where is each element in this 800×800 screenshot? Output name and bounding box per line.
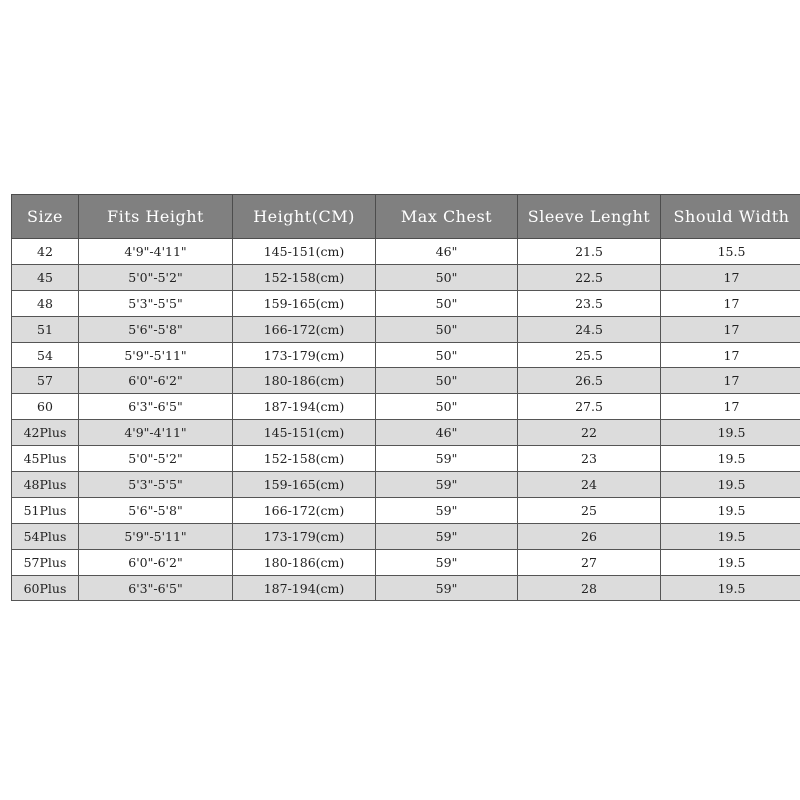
cell-shoulder-width: 17 — [661, 394, 800, 420]
cell-fits-height: 5'0"-5'2" — [79, 446, 233, 472]
cell-shoulder-width: 19.5 — [661, 523, 800, 549]
cell-max-chest: 50" — [376, 264, 518, 290]
table-row — [12, 290, 800, 316]
cell-max-chest: 50" — [376, 290, 518, 316]
table-row — [12, 368, 800, 394]
cell-shoulder-width: 15.5 — [661, 239, 800, 265]
header-shoulder-width: Should Width — [661, 195, 800, 239]
cell-max-chest: 50" — [376, 368, 518, 394]
cell-height-cm: 152-158(cm) — [233, 264, 376, 290]
cell-max-chest: 59" — [376, 446, 518, 472]
cell-size: 60 — [12, 394, 79, 420]
cell-height-cm: 173-179(cm) — [233, 523, 376, 549]
cell-size: 48Plus — [12, 472, 79, 498]
cell-size: 42 — [12, 239, 79, 265]
table-row — [12, 420, 800, 446]
cell-fits-height: 6'3"-6'5" — [79, 394, 233, 420]
cell-size: 54 — [12, 342, 79, 368]
table-row — [12, 394, 800, 420]
cell-shoulder-width: 17 — [661, 342, 800, 368]
cell-fits-height: 5'3"-5'5" — [79, 472, 233, 498]
cell-sleeve-length: 24.5 — [518, 316, 661, 342]
cell-sleeve-length: 27 — [518, 549, 661, 575]
cell-max-chest: 59" — [376, 497, 518, 523]
cell-max-chest: 50" — [376, 316, 518, 342]
table-row — [12, 446, 800, 472]
table-row — [12, 472, 800, 498]
cell-shoulder-width: 17 — [661, 368, 800, 394]
cell-size: 42Plus — [12, 420, 79, 446]
cell-max-chest: 46" — [376, 239, 518, 265]
cell-height-cm: 166-172(cm) — [233, 316, 376, 342]
cell-height-cm: 187-194(cm) — [233, 575, 376, 601]
cell-shoulder-width: 19.5 — [661, 575, 800, 601]
cell-height-cm: 145-151(cm) — [233, 420, 376, 446]
cell-height-cm: 166-172(cm) — [233, 497, 376, 523]
cell-max-chest: 50" — [376, 394, 518, 420]
table-body — [12, 239, 800, 601]
cell-fits-height: 5'9"-5'11" — [79, 342, 233, 368]
size-chart-table — [11, 194, 800, 601]
table-row — [12, 575, 800, 601]
table-row — [12, 549, 800, 575]
cell-size: 57 — [12, 368, 79, 394]
cell-height-cm: 180-186(cm) — [233, 368, 376, 394]
header-fits-height: Fits Height — [79, 195, 233, 239]
cell-sleeve-length: 23 — [518, 446, 661, 472]
cell-size: 57Plus — [12, 549, 79, 575]
cell-shoulder-width: 19.5 — [661, 549, 800, 575]
cell-max-chest: 50" — [376, 342, 518, 368]
cell-fits-height: 4'9"-4'11" — [79, 239, 233, 265]
cell-sleeve-length: 21.5 — [518, 239, 661, 265]
cell-height-cm: 152-158(cm) — [233, 446, 376, 472]
cell-fits-height: 6'3"-6'5" — [79, 575, 233, 601]
cell-height-cm: 173-179(cm) — [233, 342, 376, 368]
table-row — [12, 497, 800, 523]
cell-shoulder-width: 19.5 — [661, 497, 800, 523]
cell-sleeve-length: 22 — [518, 420, 661, 446]
cell-sleeve-length: 25.5 — [518, 342, 661, 368]
cell-shoulder-width: 19.5 — [661, 446, 800, 472]
cell-sleeve-length: 26.5 — [518, 368, 661, 394]
cell-max-chest: 59" — [376, 523, 518, 549]
cell-sleeve-length: 23.5 — [518, 290, 661, 316]
cell-shoulder-width: 19.5 — [661, 420, 800, 446]
table-row — [12, 239, 800, 265]
cell-max-chest: 46" — [376, 420, 518, 446]
cell-fits-height: 5'6"-5'8" — [79, 497, 233, 523]
cell-sleeve-length: 25 — [518, 497, 661, 523]
table-row — [12, 342, 800, 368]
cell-fits-height: 5'0"-5'2" — [79, 264, 233, 290]
cell-sleeve-length: 24 — [518, 472, 661, 498]
cell-height-cm: 180-186(cm) — [233, 549, 376, 575]
header-size: Size — [12, 195, 79, 239]
cell-shoulder-width: 17 — [661, 316, 800, 342]
cell-size: 48 — [12, 290, 79, 316]
cell-height-cm: 187-194(cm) — [233, 394, 376, 420]
table-header — [12, 195, 800, 239]
header-sleeve-length: Sleeve Lenght — [518, 195, 661, 239]
cell-max-chest: 59" — [376, 575, 518, 601]
cell-size: 60Plus — [12, 575, 79, 601]
cell-fits-height: 5'6"-5'8" — [79, 316, 233, 342]
cell-fits-height: 5'9"-5'11" — [79, 523, 233, 549]
cell-sleeve-length: 28 — [518, 575, 661, 601]
cell-shoulder-width: 17 — [661, 290, 800, 316]
cell-height-cm: 159-165(cm) — [233, 290, 376, 316]
cell-fits-height: 5'3"-5'5" — [79, 290, 233, 316]
cell-shoulder-width: 17 — [661, 264, 800, 290]
cell-size: 54Plus — [12, 523, 79, 549]
header-max-chest: Max Chest — [376, 195, 518, 239]
cell-sleeve-length: 27.5 — [518, 394, 661, 420]
cell-size: 45 — [12, 264, 79, 290]
cell-fits-height: 6'0"-6'2" — [79, 549, 233, 575]
cell-shoulder-width: 19.5 — [661, 472, 800, 498]
header-height-cm: Height(CM) — [233, 195, 376, 239]
header-row — [12, 195, 800, 239]
cell-sleeve-length: 22.5 — [518, 264, 661, 290]
cell-height-cm: 145-151(cm) — [233, 239, 376, 265]
cell-fits-height: 6'0"-6'2" — [79, 368, 233, 394]
table-row — [12, 316, 800, 342]
cell-size: 45Plus — [12, 446, 79, 472]
cell-max-chest: 59" — [376, 472, 518, 498]
cell-size: 51Plus — [12, 497, 79, 523]
cell-fits-height: 4'9"-4'11" — [79, 420, 233, 446]
table-row — [12, 523, 800, 549]
cell-sleeve-length: 26 — [518, 523, 661, 549]
table-row — [12, 264, 800, 290]
cell-max-chest: 59" — [376, 549, 518, 575]
cell-size: 51 — [12, 316, 79, 342]
cell-height-cm: 159-165(cm) — [233, 472, 376, 498]
